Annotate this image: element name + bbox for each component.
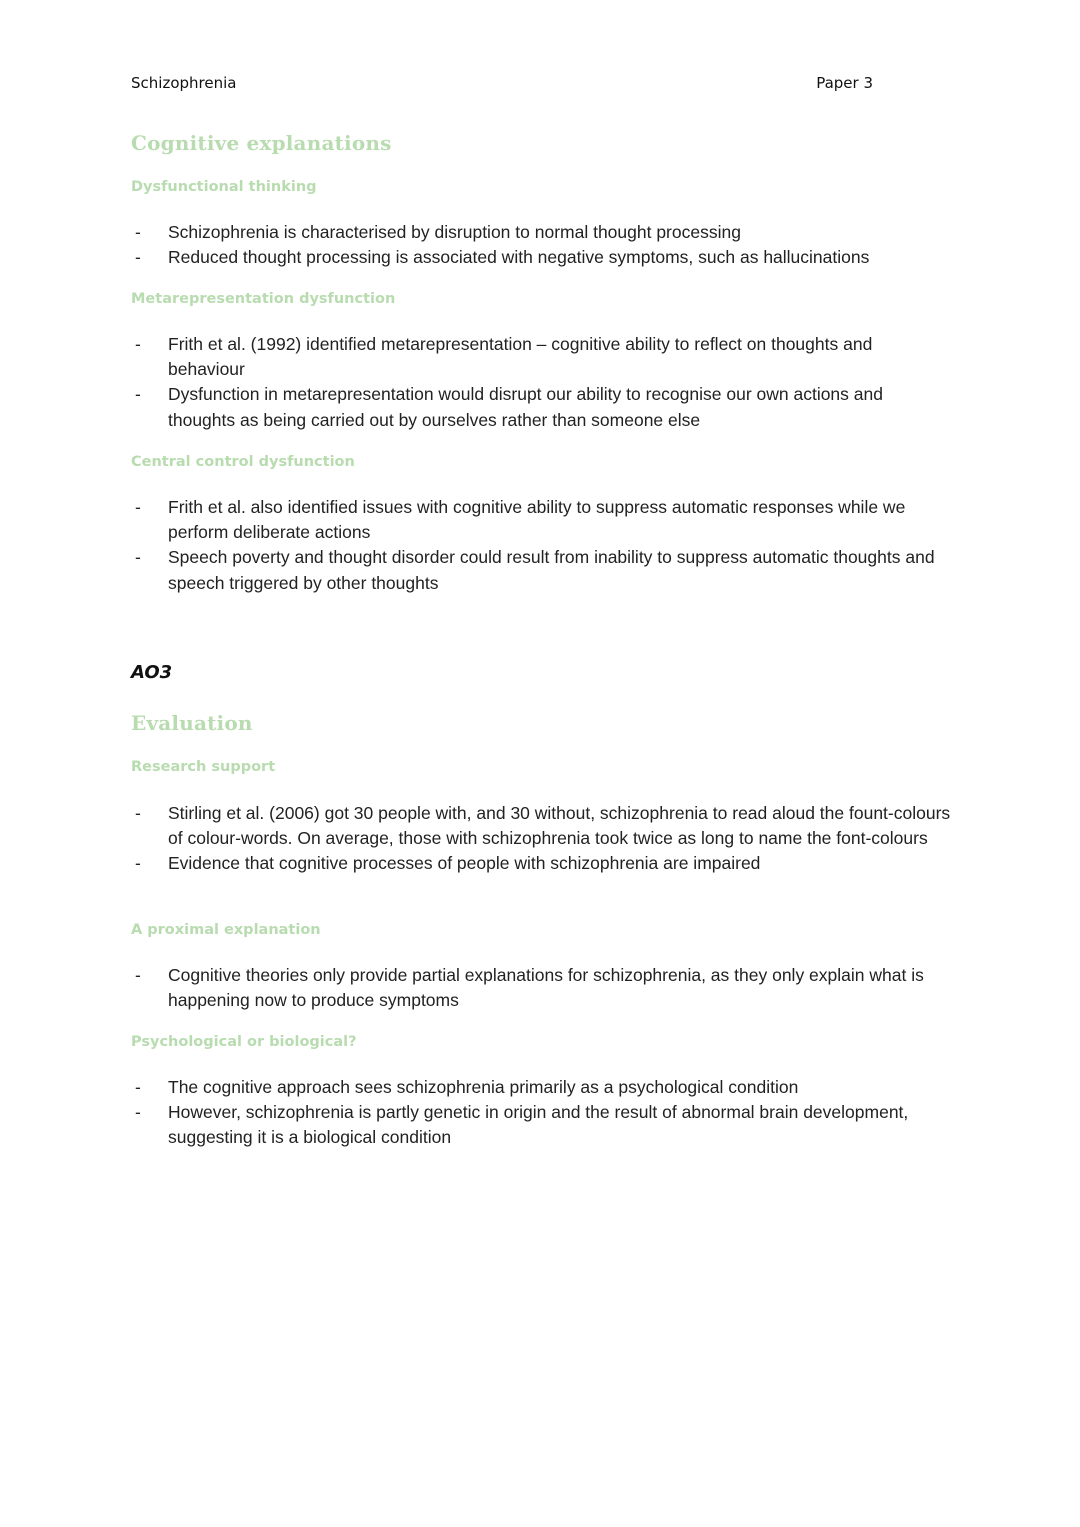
bullet-dash: - xyxy=(135,803,141,823)
list-item-text: Schizophrenia is characterised by disruption to normal thought processing xyxy=(168,222,741,242)
list-item xyxy=(131,495,951,545)
bullet-dash: - xyxy=(135,334,141,354)
bullet-dash: - xyxy=(135,1077,141,1097)
list-item-text: Cognitive theories only provide partial explanations for schizophrenia, as they only explain what is happening now to produce symptoms xyxy=(168,965,924,1011)
list-research-support xyxy=(131,801,951,877)
list-item-text: Speech poverty and thought disorder could result from inability to suppress automatic thoughts and speech triggered by other thoughts xyxy=(168,547,935,593)
list-item xyxy=(131,545,951,595)
list-item-text: Evidence that cognitive processes of people with schizophrenia are impaired xyxy=(168,853,761,874)
bullet-dash: - xyxy=(135,547,141,568)
bullet-dash: - xyxy=(135,853,141,874)
subheading-metarepresentation: Metarepresentation dysfunction xyxy=(131,291,396,307)
list-item-text: Frith et al. also identified issues with cognitive ability to suppress automatic responses while we perform deliberate actions xyxy=(168,497,906,543)
subheading-proximal-explanation: A proximal explanation xyxy=(131,922,321,938)
page-header xyxy=(131,74,873,92)
list-item xyxy=(131,963,951,1013)
list-item-text: Reduced thought processing is associated with negative symptoms, such as hallucinations xyxy=(168,247,870,268)
list-item-text: Dysfunction in metarepresentation would disrupt our ability to recognise our own actions and thoughts as being carried out by ourselves rather than someone else xyxy=(168,384,883,430)
list-proximal-explanation xyxy=(131,963,951,1013)
header-paper: Paper 3 xyxy=(816,74,873,92)
list-item-text: The cognitive approach sees schizophrenia primarily as a psychological condition xyxy=(168,1077,799,1097)
bullet-dash: - xyxy=(135,1102,141,1123)
bullet-dash: - xyxy=(135,965,141,985)
list-item xyxy=(131,851,951,876)
section-title-cognitive: Cognitive explanations xyxy=(131,131,392,155)
list-item xyxy=(131,332,951,382)
list-central-control xyxy=(131,495,951,596)
bullet-dash: - xyxy=(135,247,141,268)
ao3-label: AO3 xyxy=(131,662,173,683)
subheading-dysfunctional-thinking: Dysfunctional thinking xyxy=(131,179,317,195)
list-item-text: Stirling et al. (2006) got 30 people with, and 30 without, schizophrenia to read aloud the fount-colours of colour-words. On average, those with schizophrenia took twice as long to name the font-colours xyxy=(168,803,951,849)
bullet-dash: - xyxy=(135,384,141,405)
list-item xyxy=(131,1075,951,1100)
list-item-text: Frith et al. (1992) identified metarepresentation – cognitive ability to reflect on thoughts and behaviour xyxy=(168,334,873,380)
list-psychological-or-biological xyxy=(131,1075,951,1151)
list-item xyxy=(131,1100,951,1150)
subheading-central-control: Central control dysfunction xyxy=(131,454,355,470)
section-title-evaluation: Evaluation xyxy=(131,711,253,735)
bullet-dash: - xyxy=(135,222,141,242)
list-item-text: However, schizophrenia is partly genetic in origin and the result of abnormal brain development, suggesting it is a biological condition xyxy=(168,1102,909,1148)
list-item xyxy=(131,220,951,245)
list-item xyxy=(131,382,951,432)
subheading-psychological-or-biological: Psychological or biological? xyxy=(131,1034,357,1050)
list-item xyxy=(131,245,951,270)
list-item xyxy=(131,801,951,851)
header-subject: Schizophrenia xyxy=(131,74,237,92)
list-metarepresentation xyxy=(131,332,951,433)
subheading-research-support: Research support xyxy=(131,759,276,775)
bullet-dash: - xyxy=(135,497,141,517)
list-dysfunctional-thinking xyxy=(131,220,951,270)
